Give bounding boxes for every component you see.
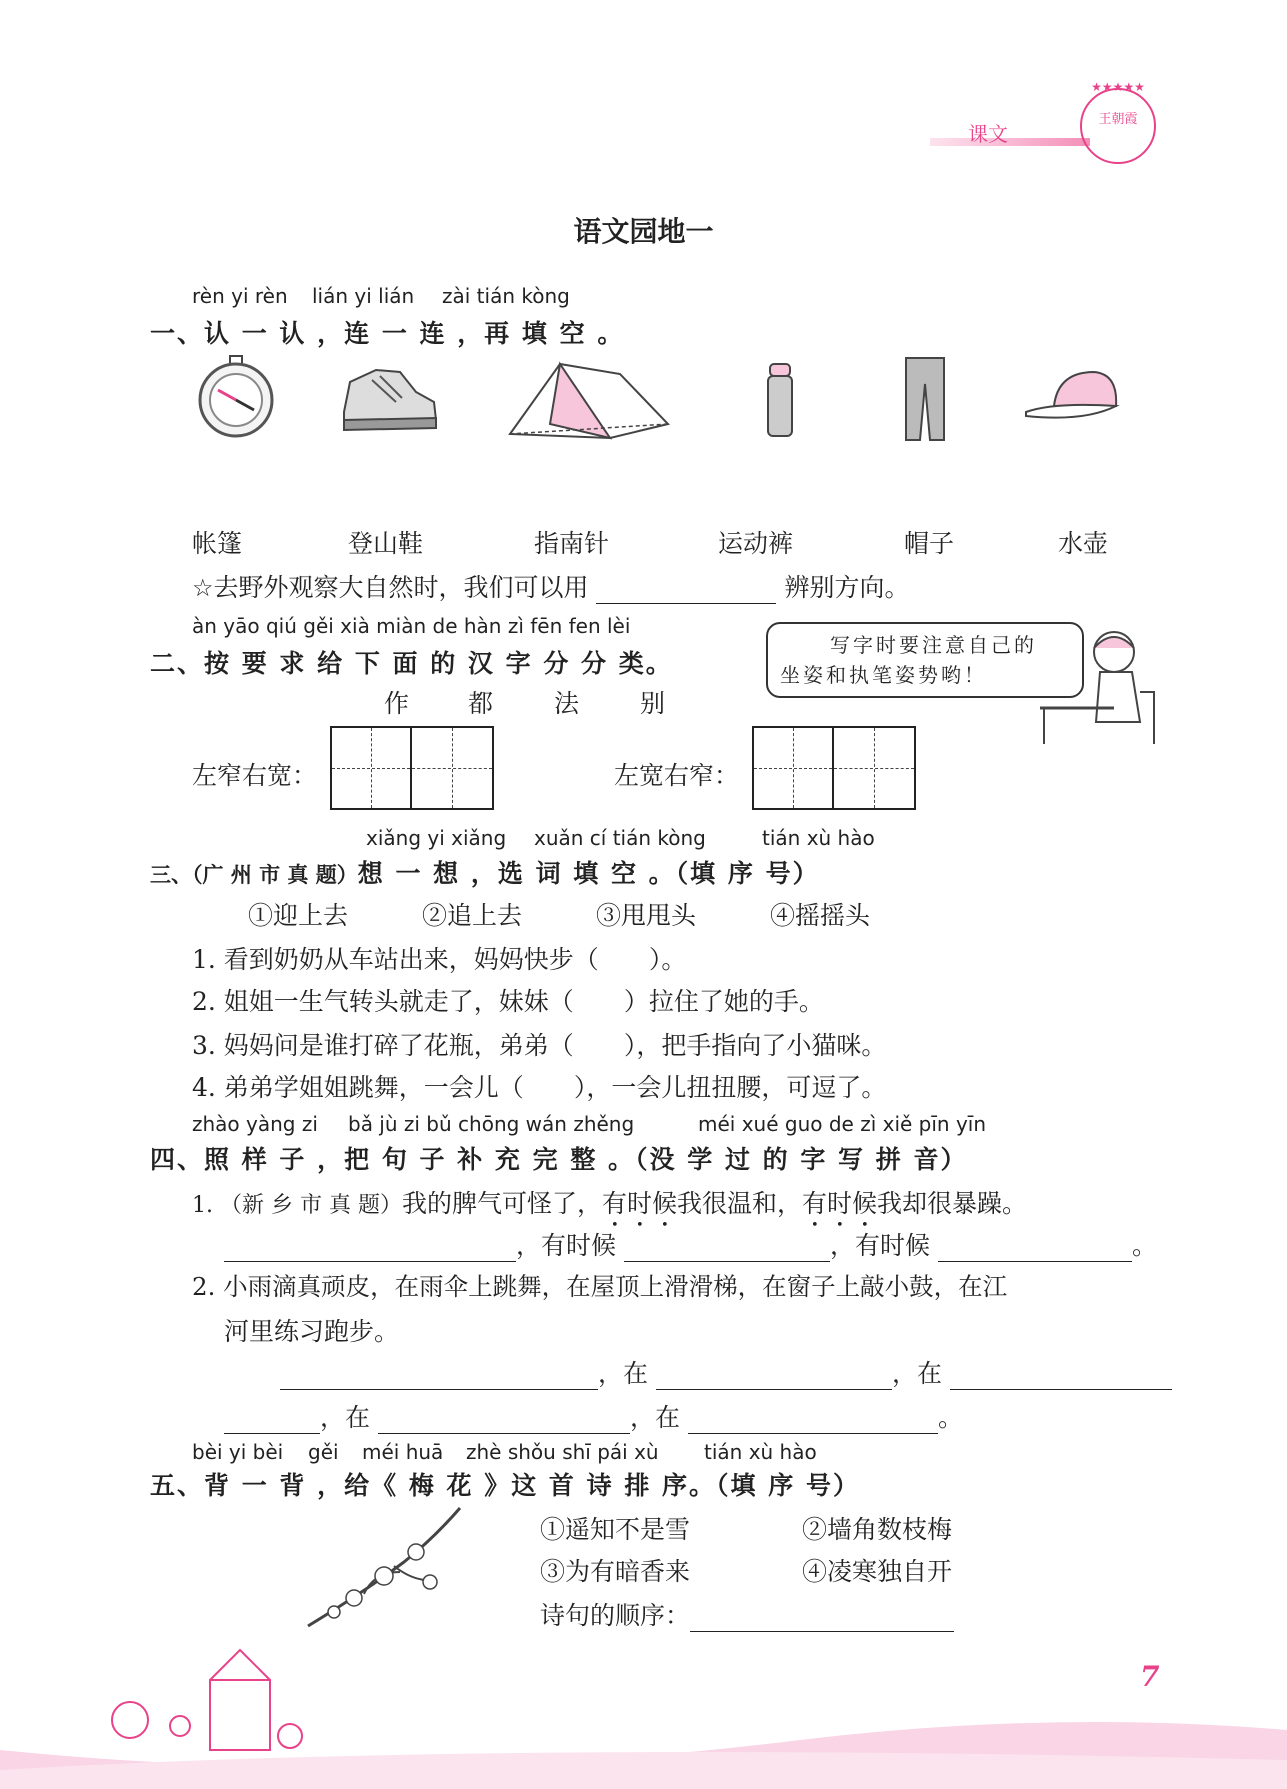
plum-blossom-illustration xyxy=(304,1502,464,1632)
word-hiking-shoes: 登山鞋 xyxy=(348,529,424,558)
s5-option-1: ①遥知不是雪 xyxy=(540,1515,691,1544)
s5-pinyin-1: bèi yi bèi xyxy=(192,1440,284,1464)
s2-char-bie: 别 xyxy=(640,689,666,718)
grid-cell[interactable] xyxy=(332,728,412,808)
word-compass: 指南针 xyxy=(534,529,610,558)
s4-item-2-answer-row2: ，在 ，在 。 xyxy=(224,1398,963,1434)
s4-pinyin-1: zhào yàng zi xyxy=(192,1112,318,1136)
word-sweatpants: 运动裤 xyxy=(718,529,794,558)
s4-blank-9[interactable] xyxy=(688,1407,938,1434)
tip-bubble: 写字时要注意自己的 坐姿和执笔姿势哟！ xyxy=(766,622,1084,698)
grid-cell[interactable] xyxy=(412,728,492,808)
s4-blank-8[interactable] xyxy=(378,1407,630,1434)
s3-option-2: ②追上去 xyxy=(422,901,523,930)
compass-picture xyxy=(196,354,276,440)
s4-item-1-answer: ，有时候 ，有时候 。 xyxy=(224,1226,1157,1262)
cap-picture xyxy=(1024,366,1120,426)
s2-char-fa: 法 xyxy=(554,689,580,718)
s4-blank-4[interactable] xyxy=(280,1363,598,1390)
s2-char-zuo: 作 xyxy=(384,689,410,718)
star-icon: ☆ xyxy=(192,574,214,602)
grid-cell[interactable] xyxy=(834,728,914,808)
s2-right-grid[interactable] xyxy=(752,726,916,810)
s4-item-2-line1: 2. 小雨滴真顽皮，在雨伞上跳舞，在屋顶上滑滑梯，在窗子上敲小鼓，在江 xyxy=(192,1272,1008,1301)
s4-pinyin-2: bǎ jù zi bǔ chōng wán zhěng xyxy=(348,1112,635,1136)
page-title: 语文园地一 xyxy=(573,215,714,248)
s1-pinyin-1: rèn yi rèn xyxy=(192,284,288,308)
s4-blank-1[interactable] xyxy=(224,1235,516,1262)
s3-item-3: 3. 妈妈问是谁打碎了花瓶，弟弟（ ），把手指向了小猫咪。 xyxy=(192,1031,887,1060)
s5-pinyin-3: méi huā xyxy=(362,1440,444,1464)
s4-item-2-line2: 河里练习跑步。 xyxy=(224,1317,400,1346)
s4-item-1: 1. （新 乡 市 真 题）我的脾气可怪了，有时候我很温和，有时候我却很暴躁。 xyxy=(192,1189,1028,1218)
s5-pinyin-4: zhè shǒu shī pái xù xyxy=(466,1440,659,1464)
s4-item-2-answer-row1: ，在 ，在 xyxy=(280,1354,1172,1390)
s3-option-4: ④摇摇头 xyxy=(770,901,871,930)
s4-pinyin-3: méi xué guo de zì xiě pīn yīn xyxy=(698,1112,987,1136)
s4-blank-2[interactable] xyxy=(624,1235,830,1262)
s2-title: 二、按 要 求 给 下 面 的 汉 字 分 分 类。 xyxy=(150,649,673,678)
s1-pinyin-3: zài tián kòng xyxy=(442,284,570,308)
s3-pinyin-2: xuǎn cí tián kòng xyxy=(534,826,706,850)
s4-blank-3[interactable] xyxy=(938,1235,1132,1262)
word-water-bottle: 水壶 xyxy=(1058,529,1109,558)
s5-option-3: ③为有暗香来 xyxy=(540,1557,691,1586)
word-cap: 帽子 xyxy=(904,529,955,558)
s3-item-1: 1. 看到奶奶从车站出来，妈妈快步（ ）。 xyxy=(192,945,687,974)
s4-title: 四、照 样 子 ，把 句 子 补 充 完 整 。（没 学 过 的 字 写 拼 音） xyxy=(150,1145,968,1174)
s2-left-label: 左窄右宽： xyxy=(192,761,318,790)
water-bottle-picture xyxy=(760,360,800,440)
s1-title: 一、认 一 认 ，连 一 连 ，再 填 空 。 xyxy=(150,319,625,348)
s5-option-2: ②墙角数枝梅 xyxy=(802,1515,953,1544)
stars-icon: ★★★★★ xyxy=(1091,80,1145,94)
s3-pinyin-1: xiǎng yi xiǎng xyxy=(366,826,507,850)
s5-title: 五、背 一 背 ，给《 梅 花 》这 首 诗 排 序。（填 序 号） xyxy=(150,1471,860,1500)
s5-pinyin-5: tián xù hào xyxy=(704,1440,817,1464)
s3-item-2: 2. 姐姐一生气转头就走了，妹妹（ ）拉住了她的手。 xyxy=(192,987,824,1016)
s2-left-grid[interactable] xyxy=(330,726,494,810)
s2-right-label: 左宽右窄： xyxy=(614,761,740,790)
header-label: 课文 xyxy=(968,122,1008,146)
girl-writing-illustration xyxy=(1040,622,1160,744)
hiking-shoe-picture xyxy=(336,362,440,434)
s5-order: 诗句的顺序： xyxy=(540,1596,954,1632)
page-number: 7 xyxy=(1140,1660,1160,1693)
footer-wave-decoration xyxy=(0,1640,1287,1789)
header-underline xyxy=(930,138,1090,146)
word-tent: 帐篷 xyxy=(192,529,243,558)
s3-option-3: ③甩甩头 xyxy=(596,901,697,930)
s3-option-1: ①迎上去 xyxy=(248,901,349,930)
tent-picture xyxy=(500,354,676,440)
s1-pinyin-2: lián yi lián xyxy=(312,284,415,308)
s2-pinyin: àn yāo qiú gěi xià miàn de hàn zì fēn fen lèi xyxy=(192,614,631,638)
s1-answer-blank[interactable] xyxy=(596,577,776,604)
s5-pinyin-2: gěi xyxy=(308,1440,339,1464)
s5-option-4: ④凌寒独自开 xyxy=(802,1557,953,1586)
s4-blank-5[interactable] xyxy=(656,1363,892,1390)
s4-blank-7[interactable] xyxy=(224,1407,320,1434)
s3-item-4: 4. 弟弟学姐姐跳舞，一会儿（ ），一会儿扭扭腰，可逗了。 xyxy=(192,1073,887,1102)
s4-blank-6[interactable] xyxy=(950,1363,1172,1390)
s1-question: ☆去野外观察大自然时，我们可以用 辨别方向。 xyxy=(192,573,910,602)
sweatpants-picture xyxy=(900,354,950,444)
s5-order-blank[interactable] xyxy=(690,1605,954,1632)
s3-title: 三、（广 州 市 真 题）想 一 想 ，选 词 填 空 。（填 序 号） xyxy=(150,859,820,888)
s2-char-dou: 都 xyxy=(468,689,494,718)
s3-pinyin-3: tián xù hào xyxy=(762,826,875,850)
grid-cell[interactable] xyxy=(754,728,834,808)
publisher-logo: ★★★★★ 王朝霞 xyxy=(1080,88,1156,164)
